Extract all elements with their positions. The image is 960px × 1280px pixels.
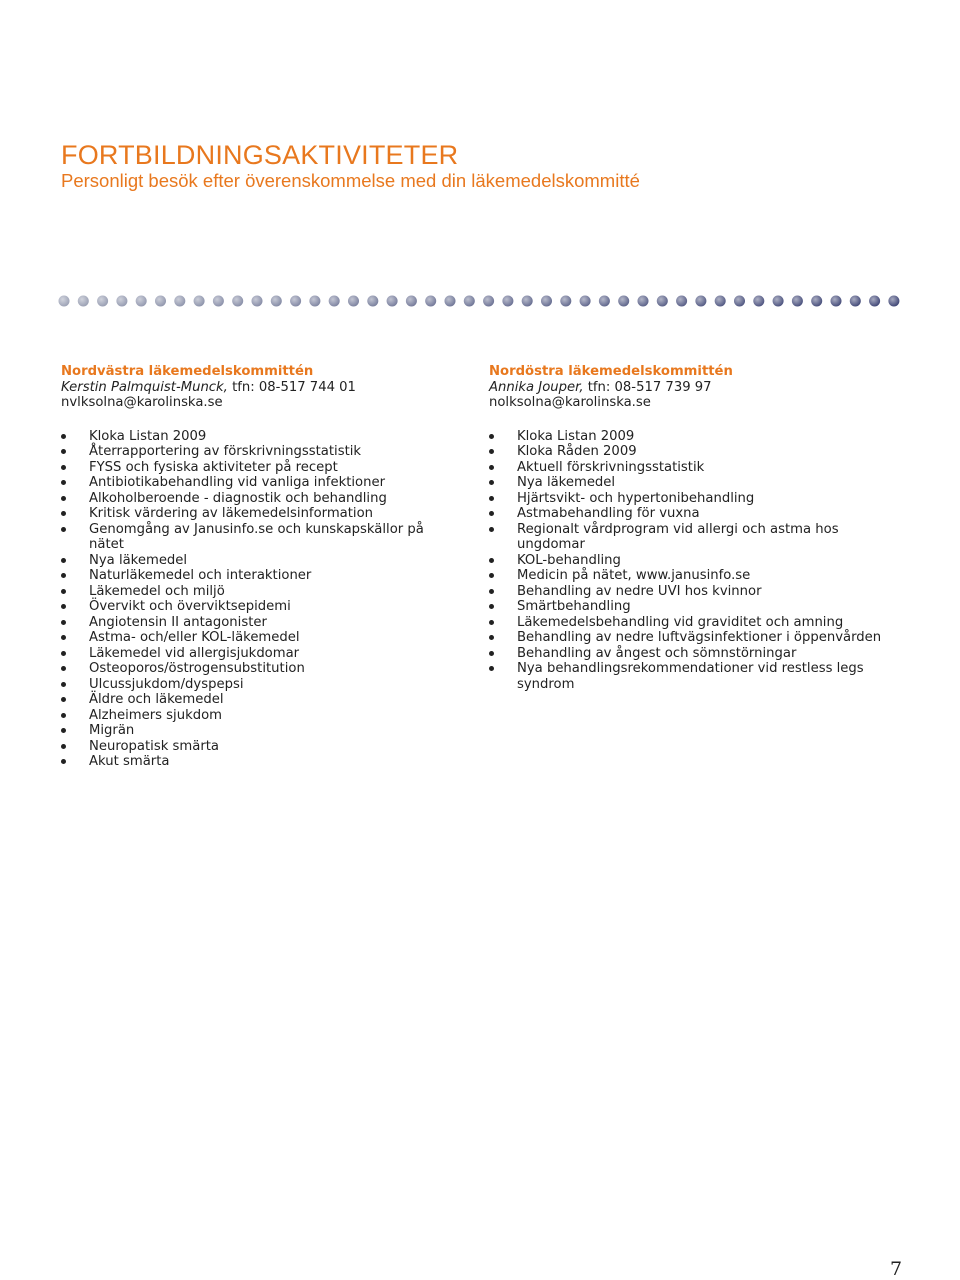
- divider-dot-highlight: [695, 296, 706, 307]
- list-item-text: Återrapportering av förskrivningsstatistik: [89, 444, 362, 459]
- list-item-text: Aktuell förskrivningsstatistik: [517, 459, 705, 475]
- list-item: [489, 568, 909, 584]
- list-item-text: Nya läkemedel: [89, 552, 188, 568]
- divider-dot-highlight: [348, 296, 359, 307]
- bullet-icon: [61, 728, 66, 733]
- list-item: [489, 444, 909, 460]
- divider-dot-highlight: [502, 296, 513, 307]
- divider-dot-highlight: [136, 296, 147, 307]
- list-item: [489, 553, 909, 569]
- divider-dot-highlight: [522, 296, 533, 307]
- list-item: [61, 646, 461, 662]
- list-item: [61, 568, 461, 584]
- right-committee-column: [489, 364, 909, 692]
- bullet-icon: [61, 589, 66, 594]
- list-item-text: Alkoholberoende - diagnostik och behandling: [89, 490, 387, 506]
- divider-dot-highlight: [483, 296, 494, 307]
- list-item: [489, 475, 909, 491]
- divider-dot-highlight: [174, 296, 185, 307]
- left-email[interactable]: nvlksolna@karolinska.se: [61, 395, 223, 410]
- list-item: [61, 553, 461, 569]
- list-item: [61, 723, 461, 739]
- divider-dot-highlight: [888, 296, 899, 307]
- page-subtitle: Personligt besök efter överenskommelse med din läkemedelskommitté: [61, 170, 640, 191]
- divider-dot-highlight: [599, 296, 610, 307]
- divider-dot-highlight: [309, 296, 320, 307]
- list-item: [489, 429, 909, 445]
- list-item: [489, 599, 909, 615]
- list-item-text: Läkemedel och miljö: [89, 583, 225, 599]
- bullet-icon: [489, 449, 494, 454]
- list-item-text: Alzheimers sjukdom: [89, 707, 223, 723]
- bullet-icon: [489, 465, 494, 470]
- divider-dot-highlight: [387, 296, 398, 307]
- bullet-icon: [61, 527, 66, 532]
- divider-dot-highlight: [811, 296, 822, 307]
- bullet-icon: [61, 666, 66, 671]
- divider-dot-highlight: [464, 296, 475, 307]
- list-item-text: FYSS och fysiska aktiviteter på recept: [89, 459, 338, 475]
- bullet-icon: [61, 496, 66, 501]
- list-item: [61, 444, 461, 460]
- bullet-icon: [61, 759, 66, 764]
- divider-dot-highlight: [155, 296, 166, 307]
- right-email[interactable]: nolksolna@karolinska.se: [489, 395, 651, 410]
- divider-dot-highlight: [715, 296, 726, 307]
- divider-dot-highlight: [78, 296, 89, 307]
- divider-dot-highlight: [445, 296, 456, 307]
- list-item: [61, 754, 461, 770]
- list-item-text: Smärtbehandling: [517, 599, 631, 614]
- divider-dot-highlight: [753, 296, 764, 307]
- list-item-text: Genomgång av Janusinfo.se och kunskapskällor på nätet: [89, 521, 424, 552]
- divider-dot-highlight: [773, 296, 784, 307]
- bullet-icon: [61, 713, 66, 718]
- list-item: [61, 460, 461, 476]
- bullet-icon: [489, 635, 494, 640]
- right-topic-list: [489, 429, 909, 693]
- bullet-icon: [61, 558, 66, 563]
- list-item-text: Nya läkemedel: [517, 475, 616, 490]
- bullet-icon: [61, 744, 66, 749]
- list-item: [61, 708, 461, 724]
- list-item-text: Hjärtsvikt- och hypertonibehandling: [517, 490, 755, 506]
- list-item-text: Angiotensin II antagonister: [89, 614, 267, 630]
- list-item-text: Neuropatisk smärta: [89, 738, 219, 754]
- list-item-text: Behandling av nedre UVI hos kvinnor: [517, 583, 762, 599]
- list-item-text: Äldre och läkemedel: [89, 692, 224, 707]
- left-topic-list: [61, 429, 461, 770]
- list-item-text: Ulcussjukdom/dyspepsi: [89, 676, 244, 692]
- divider-dot-highlight: [194, 296, 205, 307]
- bullet-icon: [61, 449, 66, 454]
- left-contact-name: Kerstin Palmquist-Munck,: [61, 379, 228, 395]
- list-item-text: Medicin på nätet, www.janusinfo.se: [517, 568, 751, 583]
- list-item: [489, 522, 909, 553]
- list-item-text: Naturläkemedel och interaktioner: [89, 568, 312, 583]
- divider-dot-highlight: [271, 296, 282, 307]
- divider-dot-highlight: [329, 296, 340, 307]
- list-item-text: Nya behandlingsrekommendationer vid restless legs syndrom: [517, 661, 864, 692]
- list-item: [489, 460, 909, 476]
- divider-dot-highlight: [831, 296, 842, 307]
- divider-dot-highlight: [541, 296, 552, 307]
- bullet-icon: [489, 527, 494, 532]
- divider-dot-highlight: [676, 296, 687, 307]
- bullet-icon: [61, 604, 66, 609]
- list-item: [489, 630, 909, 646]
- divider-dot-highlight: [560, 296, 571, 307]
- list-item-text: Migrän: [89, 723, 135, 738]
- list-item-text: Behandling av nedre luftvägsinfektioner i öppenvården: [517, 630, 882, 645]
- divider-dot-highlight: [618, 296, 629, 307]
- bullet-icon: [61, 480, 66, 485]
- bullet-icon: [489, 573, 494, 578]
- divider-dot-highlight: [657, 296, 668, 307]
- bullet-icon: [489, 480, 494, 485]
- right-contact-line: [489, 380, 909, 396]
- divider-dot-highlight: [213, 296, 224, 307]
- list-item: [61, 599, 461, 615]
- bullet-icon: [61, 434, 66, 439]
- list-item-text: Läkemedelsbehandling vid graviditet och amning: [517, 614, 844, 630]
- list-item: [61, 661, 461, 677]
- divider-dot-highlight: [59, 296, 70, 307]
- left-committee-column: [61, 364, 461, 770]
- list-item-text: Akut smärta: [89, 754, 170, 769]
- divider-dot-highlight: [367, 296, 378, 307]
- list-item: [61, 584, 461, 600]
- right-contact-name: Annika Jouper,: [489, 379, 584, 395]
- bullet-icon: [489, 589, 494, 594]
- page-title: FORTBILDNINGSAKTIVITETER: [61, 140, 459, 170]
- bullet-icon: [61, 682, 66, 687]
- list-item: [61, 491, 461, 507]
- page-number: 7: [890, 1258, 903, 1280]
- list-item: [61, 739, 461, 755]
- list-item: [61, 692, 461, 708]
- divider-dot-highlight: [638, 296, 649, 307]
- left-committee-heading: Nordvästra läkemedelskommittén: [61, 364, 314, 379]
- divider-dot-highlight: [252, 296, 263, 307]
- bullet-icon: [61, 697, 66, 702]
- list-item-text: Antibiotikabehandling vid vanliga infektioner: [89, 475, 385, 490]
- divider-dot-highlight: [580, 296, 591, 307]
- divider-dot-highlight: [232, 296, 243, 307]
- list-item: [489, 615, 909, 631]
- list-item-text: Astma- och/eller KOL-läkemedel: [89, 630, 300, 645]
- bullet-icon: [489, 558, 494, 563]
- list-item: [61, 615, 461, 631]
- left-contact-phone: tfn: 08-517 744 01: [232, 379, 356, 395]
- bullet-icon: [489, 651, 494, 656]
- list-item-text: Osteoporos/östrogensubstitution: [89, 661, 305, 676]
- divider-dot-highlight: [116, 296, 127, 307]
- dot-divider: [58, 292, 908, 310]
- list-item-text: Kloka Listan 2009: [517, 428, 635, 444]
- divider-dot-highlight: [290, 296, 301, 307]
- list-item-text: Kritisk värdering av läkemedelsinformation: [89, 506, 374, 521]
- divider-dot-highlight: [97, 296, 108, 307]
- left-contact-line: [61, 380, 461, 396]
- bullet-icon: [61, 465, 66, 470]
- divider-dot-highlight: [869, 296, 880, 307]
- list-item: [61, 506, 461, 522]
- right-committee-heading: Nordöstra läkemedelskommittén: [489, 364, 733, 379]
- bullet-icon: [61, 620, 66, 625]
- bullet-icon: [61, 511, 66, 516]
- list-item: [489, 661, 909, 692]
- list-item-text: Kloka Listan 2009: [89, 428, 207, 444]
- list-item-text: Astmabehandling för vuxna: [517, 506, 700, 521]
- list-item: [61, 475, 461, 491]
- list-item: [489, 491, 909, 507]
- list-item: [489, 646, 909, 662]
- divider-dot-highlight: [792, 296, 803, 307]
- list-item-text: KOL-behandling: [517, 552, 621, 568]
- bullet-icon: [489, 604, 494, 609]
- list-item-text: Behandling av ångest och sömnstörningar: [517, 645, 797, 661]
- bullet-icon: [61, 651, 66, 656]
- bullet-icon: [489, 496, 494, 501]
- right-contact-phone: tfn: 08-517 739 97: [587, 379, 712, 395]
- list-item: [61, 522, 461, 553]
- bullet-icon: [489, 434, 494, 439]
- list-item-text: Regionalt vårdprogram vid allergi och astma hos ungdomar: [517, 521, 839, 552]
- divider-dot-highlight: [425, 296, 436, 307]
- list-item: [61, 630, 461, 646]
- list-item: [61, 677, 461, 693]
- divider-dot-highlight: [734, 296, 745, 307]
- list-item-text: Övervikt och överviktsepidemi: [89, 599, 291, 614]
- divider-dot-highlight: [406, 296, 417, 307]
- bullet-icon: [489, 620, 494, 625]
- bullet-icon: [61, 635, 66, 640]
- bullet-icon: [61, 573, 66, 578]
- bullet-icon: [489, 666, 494, 671]
- list-item: [61, 429, 461, 445]
- list-item-text: Kloka Råden 2009: [517, 444, 637, 459]
- list-item: [489, 584, 909, 600]
- list-item: [489, 506, 909, 522]
- bullet-icon: [489, 511, 494, 516]
- divider-dot-highlight: [850, 296, 861, 307]
- list-item-text: Läkemedel vid allergisjukdomar: [89, 645, 300, 661]
